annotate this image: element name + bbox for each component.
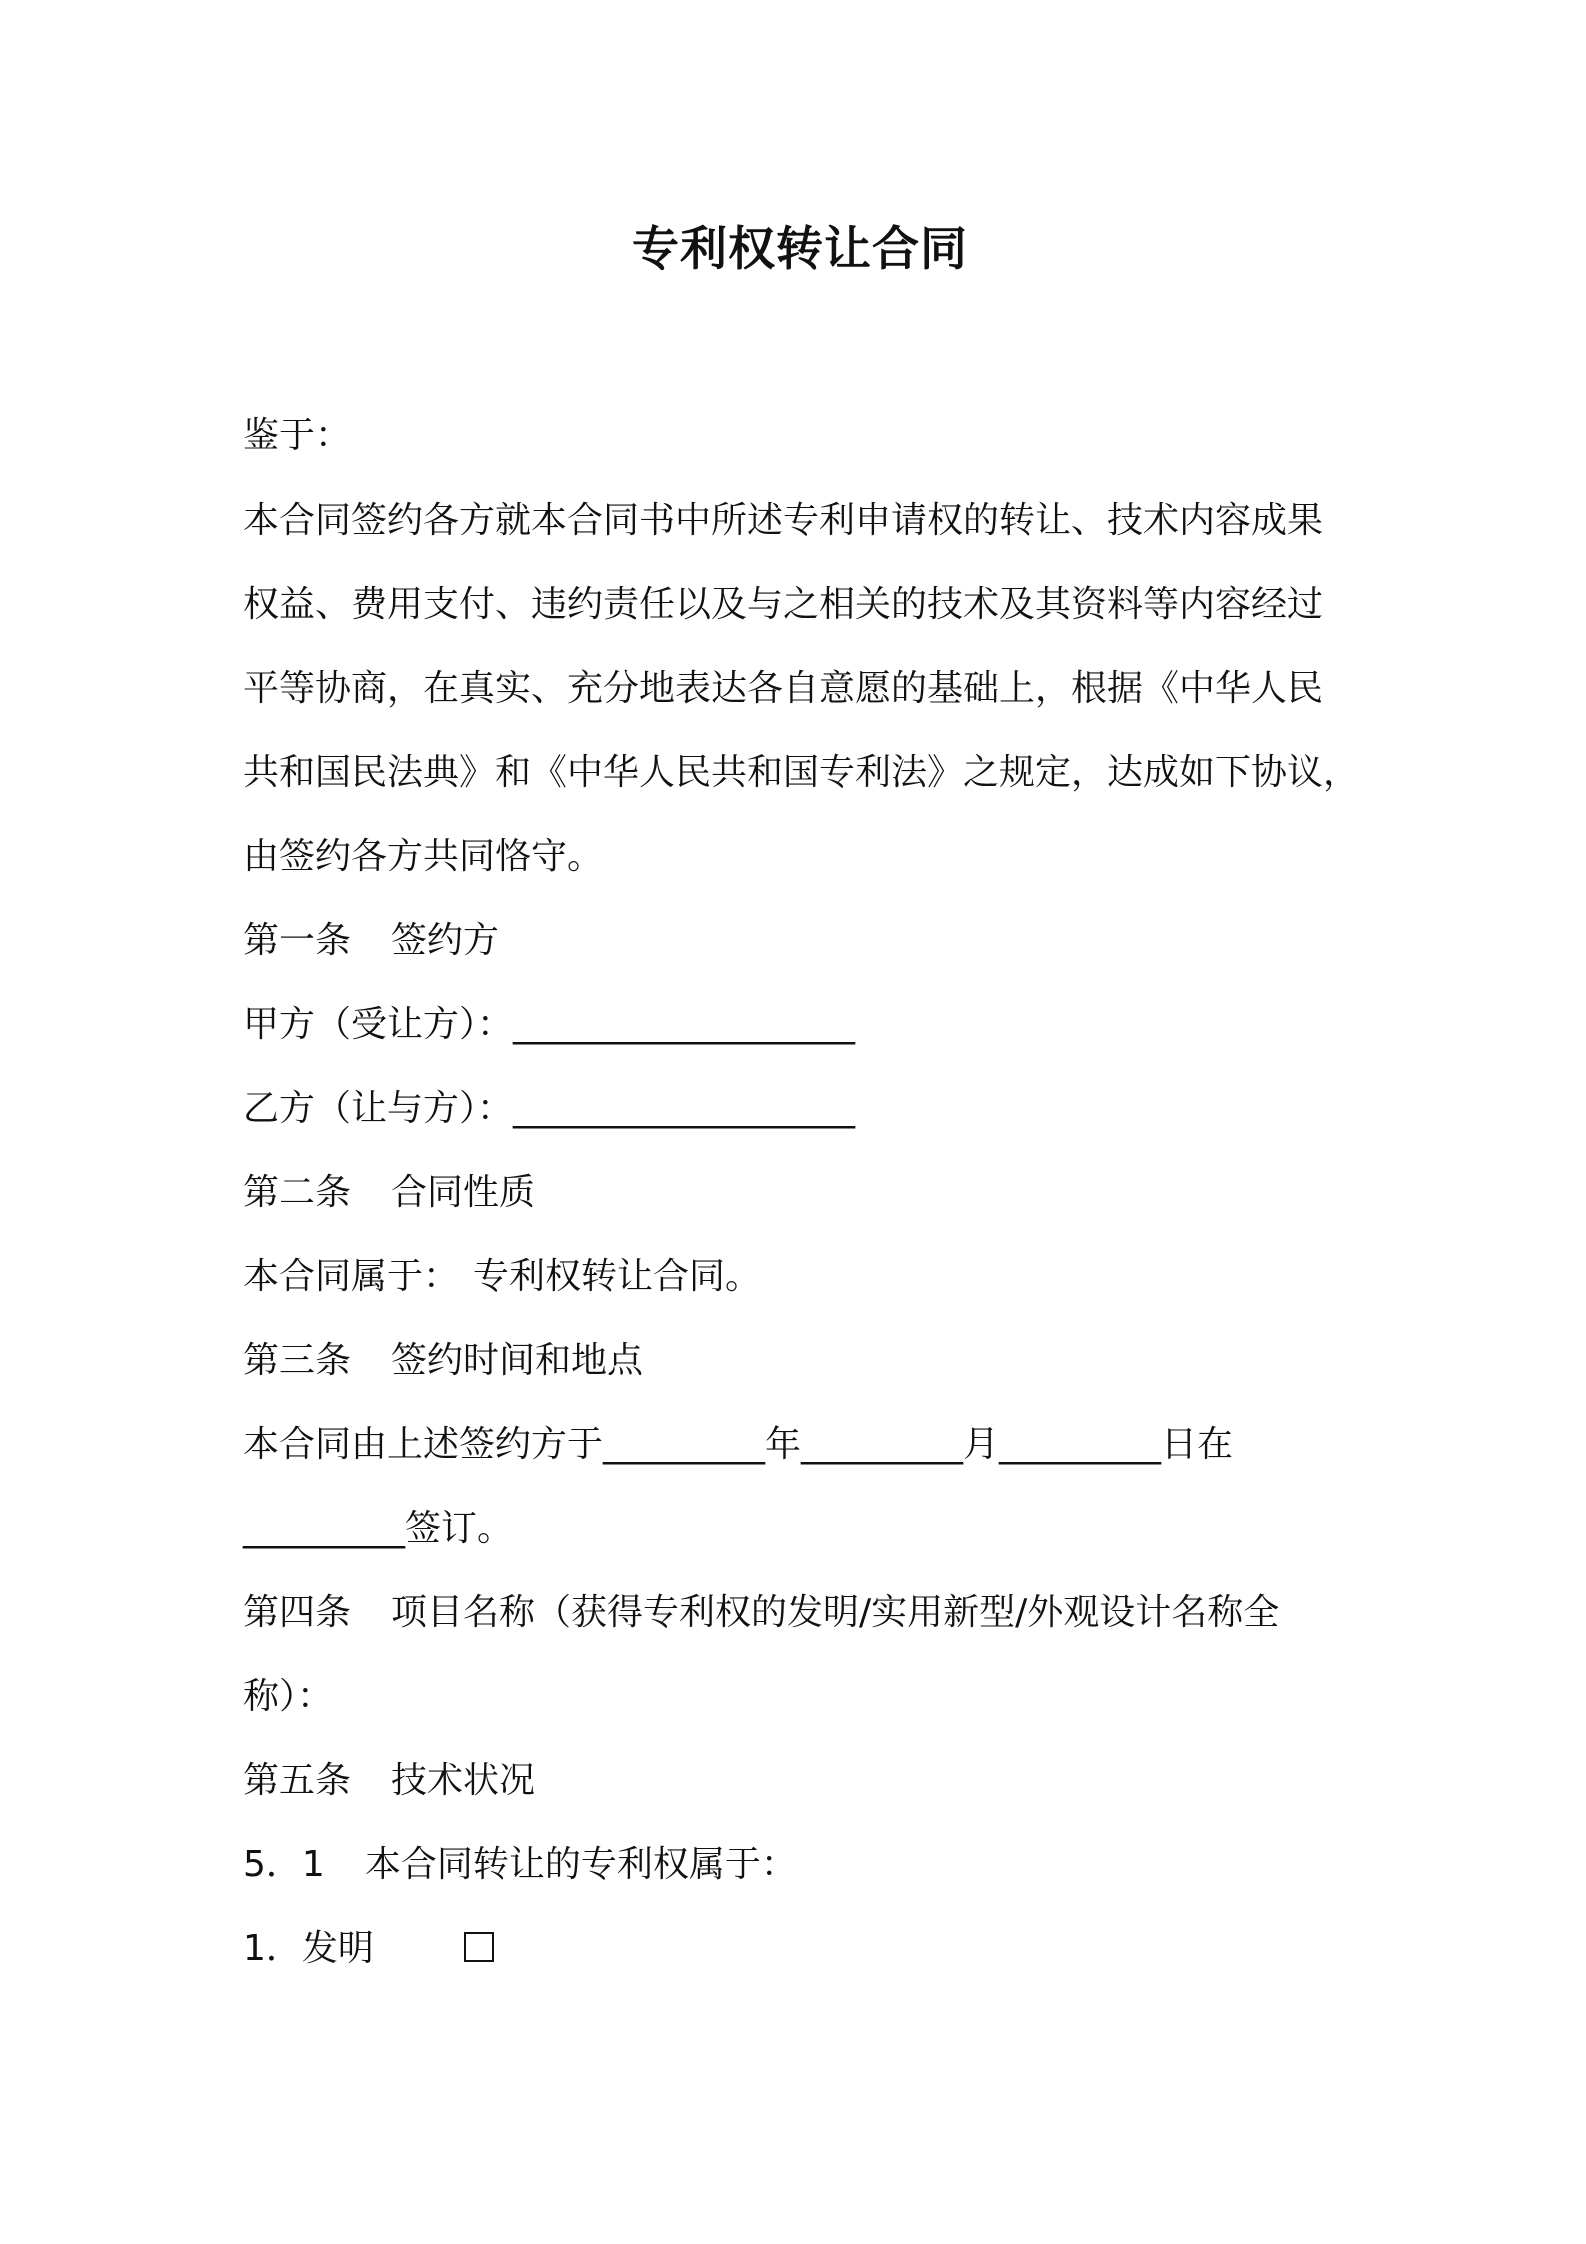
- article-3-heading: [243, 1337, 643, 1385]
- article-4-heading: [243, 1589, 1279, 1637]
- article-3-title: 签约时间和地点: [391, 1340, 644, 1381]
- option-invention-label: 1．发明: [243, 1928, 374, 1969]
- invention-checkbox[interactable]: [464, 1932, 494, 1962]
- party-a-line: 甲方（受让方）：___________________: [243, 1004, 856, 1045]
- article-2-title: 合同性质: [391, 1172, 536, 1213]
- party-b-line: 乙方（让与方）：___________________: [243, 1088, 856, 1129]
- article-3-number: 第三条: [243, 1340, 352, 1381]
- article-4-title-continued: 称）：: [243, 1676, 334, 1717]
- whereas-label: 鉴于：: [243, 415, 352, 456]
- preamble-line-3: 平等协商，在真实、充分地表达各自意愿的基础上，根据《中华人民: [243, 668, 1324, 709]
- clause-5-1: [243, 1841, 797, 1889]
- article-2-heading: [243, 1169, 535, 1217]
- preamble-line-1: 本合同签约各方就本合同书中所述专利申请权的转让、技术内容成果: [243, 500, 1324, 541]
- contract-nature-label: 本合同属于：: [243, 1256, 460, 1297]
- signing-date-line: 本合同由上述签约方于_________年_________月_________日在: [243, 1424, 1234, 1465]
- article-5-number: 第五条: [243, 1760, 352, 1801]
- preamble-line-5: 由签约各方共同恪守。: [243, 836, 604, 877]
- signing-place-line: _________签订。: [243, 1508, 514, 1549]
- clause-5-1-text: 本合同转让的专利权属于：: [364, 1844, 797, 1885]
- article-1-number: 第一条: [243, 920, 352, 961]
- article-5-title: 技术状况: [391, 1760, 536, 1801]
- preamble-line-2: 权益、费用支付、违约责任以及与之相关的技术及其资料等内容经过: [243, 584, 1324, 625]
- option-invention: [243, 1925, 494, 1973]
- contract-nature-line: [243, 1253, 761, 1301]
- clause-5-1-number: 5．1: [243, 1844, 325, 1885]
- article-4-title: 项目名称（获得专利权的发明/实用新型/外观设计名称全: [391, 1592, 1280, 1633]
- article-5-heading: [243, 1757, 535, 1805]
- article-4-number: 第四条: [243, 1592, 352, 1633]
- article-2-number: 第二条: [243, 1172, 352, 1213]
- article-1-title: 签约方: [391, 920, 500, 961]
- preamble-line-4: 共和国民法典》和《中华人民共和国专利法》之规定，达成如下协议，: [243, 752, 1360, 793]
- article-1-heading: [243, 917, 499, 965]
- contract-nature-value: 专利权转让合同。: [473, 1256, 762, 1297]
- document-title: 专利权转让合同: [632, 222, 968, 277]
